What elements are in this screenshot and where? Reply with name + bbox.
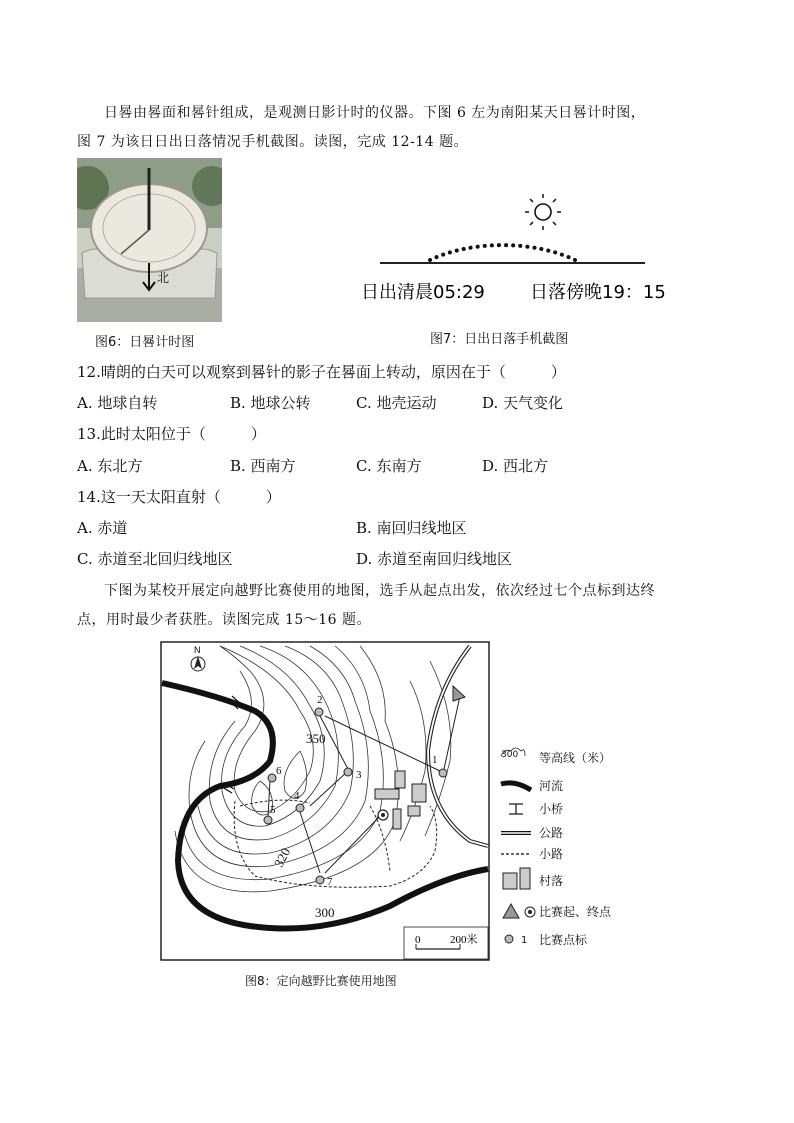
intro2-line-2: 点，用时最少者获胜。读图完成 15～16 题。 <box>77 612 372 628</box>
legend-checkpoint-icon <box>505 935 513 943</box>
checkpoint-label-1: 1 <box>432 754 438 766</box>
q12-option-d[interactable]: D. 天气变化 <box>482 394 564 412</box>
scale-zero: 0 <box>415 934 421 946</box>
q14-option-c[interactable]: C. 赤道至北回归线地区 <box>77 550 233 568</box>
contour-label-300: 300 <box>315 905 335 920</box>
legend-start-icon <box>503 904 519 918</box>
legend-river: 河流 <box>539 779 564 793</box>
q13-stem: 13.此时太阳位于（ ） <box>77 425 266 443</box>
legend-village: 村落 <box>539 874 564 888</box>
legend-checkpoint-sample: 1 <box>521 935 528 946</box>
q12-option-b[interactable]: B. 地球公转 <box>230 394 311 412</box>
q13-option-a[interactable]: A. 东北方 <box>77 457 143 475</box>
legend-path: 小路 <box>539 847 564 861</box>
q14-option-d[interactable]: D. 赤道至南回归线地区 <box>356 550 513 568</box>
q14-option-b[interactable]: B. 南回归线地区 <box>356 519 467 537</box>
legend-contour-sample: 300 <box>501 750 519 760</box>
contour-label-350: 350 <box>306 731 326 746</box>
map-legend <box>495 740 655 950</box>
q14-option-a[interactable]: A. 赤道 <box>77 519 128 537</box>
north-label: N <box>194 645 201 655</box>
legend-road: 公路 <box>539 826 564 840</box>
checkpoint-label-4: 4 <box>294 790 300 802</box>
q13-option-d[interactable]: D. 西北方 <box>482 457 549 475</box>
legend-bridge: 小桥 <box>539 802 564 816</box>
contour-label-320: 320 <box>270 845 294 870</box>
sun-icon <box>525 194 561 230</box>
checkpoint-label-6: 6 <box>276 765 282 777</box>
sunset-time: 日落傍晚19：15 <box>530 282 666 303</box>
sunrise-sunset-chart <box>355 190 685 310</box>
figure8-caption: 图8：定向越野比赛使用地图 <box>245 974 397 988</box>
q12-option-c[interactable]: C. 地壳运动 <box>356 394 437 412</box>
scale-bar <box>404 927 488 959</box>
q12-stem: 12.晴朗的白天可以观察到晷针的影子在晷面上转动，原因在于（ ） <box>77 363 566 381</box>
checkpoint-label-5: 5 <box>270 804 276 816</box>
intro2-line-1: 下图为某校开展定向越野比赛使用的地图，选手从起点出发，依次经过七个点标到达终 <box>104 583 655 599</box>
legend-bridge-icon <box>509 804 523 814</box>
intro-line-1: 日晷由晷面和晷针组成，是观测日影计时的仪器。下图 6 左为南阳某天日晷计时图， <box>104 105 646 121</box>
legend-checkpoint: 比赛点标 <box>539 933 588 947</box>
legend-contour: 等高线（米） <box>539 751 612 765</box>
figure6-caption: 图6：日晷计时图 <box>95 335 195 350</box>
orienteering-map <box>160 641 490 961</box>
intro-line-2: 图 7 为该日日出日落情况手机截图。读图，完成 12-14 题。 <box>77 134 469 150</box>
q13-option-c[interactable]: C. 东南方 <box>356 457 422 475</box>
q12-option-a[interactable]: A. 地球自转 <box>77 394 158 412</box>
checkpoint-label-2: 2 <box>317 694 323 706</box>
scale-value: 200米 <box>450 934 478 946</box>
checkpoint-label-3: 3 <box>356 769 362 781</box>
legend-start-end: 比赛起、终点 <box>539 905 612 919</box>
q14-stem: 14.这一天太阳直射（ ） <box>77 488 281 506</box>
figure7-caption: 图7：日出日落手机截图 <box>430 332 569 347</box>
north-label: 北 <box>157 271 170 285</box>
legend-village-icon <box>503 868 530 889</box>
checkpoint-label-7: 7 <box>327 876 333 888</box>
sunrise-time: 日出清晨05:29 <box>361 282 485 303</box>
finish-marker-icon <box>378 810 388 820</box>
q13-option-b[interactable]: B. 西南方 <box>230 457 296 475</box>
sundial-photo <box>77 158 222 322</box>
